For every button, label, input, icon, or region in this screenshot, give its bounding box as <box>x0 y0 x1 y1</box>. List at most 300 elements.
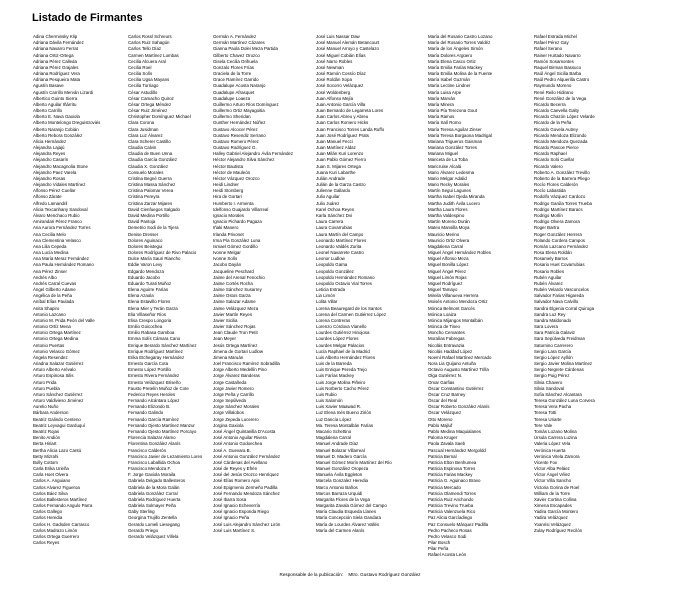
signatory-name: Raúl Pedro Alquerilla Castro <box>534 77 590 83</box>
signatory-name: Irlanda Privonet <box>213 231 244 237</box>
signatory-name: Patricia Espinosa Torres <box>428 466 476 472</box>
signatory-name: Antonio M. Prida Peón del Valle <box>33 317 95 323</box>
page-title: Listado de Firmantes <box>32 12 143 24</box>
signatory-name: Alejandro Vidales Martínez <box>33 182 86 188</box>
signatory-name: Teresa Totti <box>534 410 557 416</box>
signatory-name: Gabriela de la Mora Galán <box>128 484 180 490</box>
signatory-name: Adriana Dávila Fernández <box>33 40 84 46</box>
signatory-name: Francisco Javier de Lezamiento Lores <box>128 453 203 459</box>
signatory-name: Óscar del Real <box>428 398 458 404</box>
signatory-name: Guillermo Sheridan <box>213 114 251 120</box>
signatory-name: Adriana Ortiz-Ortega <box>33 52 74 58</box>
signatory-name: Víctor Villa Sancho <box>534 478 572 484</box>
signatory-name: Juan Carlos Romero Hicks <box>316 120 369 126</box>
signatory-name: Luis Farías Mackey <box>316 373 355 379</box>
signatory-name: María Concepción Siela Gandara <box>316 515 381 521</box>
signatory-name: Carlos Gallego <box>33 509 63 515</box>
signatory-name: Tomás Lozano Molina <box>534 429 577 434</box>
signatory-name: Beatriz Rojas <box>33 429 60 434</box>
signatory-name: Claudia de Buen Unna <box>128 151 173 157</box>
signatory-name: Luis Xavier Maawad R. <box>316 404 362 410</box>
signatory-name: Denise Dresser <box>128 231 159 237</box>
signatory-name: Adina Cherminsky Klip <box>33 34 78 39</box>
signatory-name: Marcos Barraza Urquidi <box>316 490 363 496</box>
signatory-name: Gonzalo Flores Frías <box>213 64 254 70</box>
signatory-name: Gustavo Rodríguez G. <box>213 145 257 151</box>
signatory-name: Héctor Bautista <box>213 163 244 169</box>
signatory-name: Manuel Bolazar Villarreal <box>316 447 365 453</box>
signatory-name: Pedro Velasco Sodi <box>428 533 467 539</box>
signatory-name: Nicolás Haddad López <box>428 348 473 354</box>
signatory-name: María Pía Terezona Gout <box>428 108 477 114</box>
signatory-name: Carlos A. Anguiano <box>33 478 71 484</box>
signatory-name: Juana Kuri Labarthe <box>316 169 356 175</box>
signatory-name: Leopoldo González <box>316 268 354 274</box>
signatory-name: Arturo Puebla <box>33 385 60 391</box>
signatory-name: Óscar Constantino Gutiérrez <box>428 385 484 391</box>
signatory-name: Joel Francisco Ramírez Sobradilla <box>213 361 280 367</box>
signatory-name: Elena Azaola <box>128 293 154 299</box>
signatory-name: Rafael Pérez Gay <box>534 40 569 46</box>
signatory-name: Rafael Acosta León <box>428 552 467 558</box>
signatory-name: Carmen Martínez Lombas <box>128 52 179 58</box>
signatory-name: Martha Laura Flores <box>428 206 468 212</box>
signatory-name: Rolando Cordera Campos <box>534 237 586 243</box>
signatory-name: Germán Martínez Cázares <box>213 40 265 46</box>
signatory-name: Karla Sánchez Dvi <box>316 212 353 218</box>
signatory-name: Carlos Ortega Guerrero <box>33 533 80 539</box>
signatory-name: Julián de la Garza Castro <box>316 182 366 188</box>
signatory-name: Patricia Olamendi Torres <box>428 490 476 496</box>
signatory-name: Antonio Ortega Medina <box>33 336 79 342</box>
signatory-name: Cecilia Ugsa Mayans <box>128 77 170 83</box>
signatory-name: Ricardo Pascoe Pierce <box>534 145 579 151</box>
signatory-name: Mireila Villanueva Herrera <box>428 293 479 299</box>
signatory-name: Sandra Luz Rey <box>534 311 566 317</box>
signatory-column <box>316 34 431 534</box>
signatory-name: Lourdes Melgar Palacios <box>316 342 365 348</box>
signatory-name: Ricardo Govela Autrey <box>534 126 578 132</box>
signatory-name: José Ignacio Echeverría <box>213 503 261 509</box>
signatory-name: Saturnino Carrerero <box>534 342 573 348</box>
signatory-name: Carlos Rossl Schreurs <box>128 34 172 39</box>
signatory-name: Tere Vale <box>534 422 553 428</box>
signatory-name: José Newman <box>316 64 344 70</box>
signatory-name: Luis Salomón <box>316 398 343 404</box>
signatory-name: Germán A. Fernández <box>213 34 257 39</box>
signatory-name: Julienne Gallardo <box>316 188 351 194</box>
signatory-name: Gabriela Solmayer Peña <box>128 503 176 509</box>
signatory-name: Guadalupe Loaeza <box>213 95 251 101</box>
signatory-name: Martín Moreno Durán <box>428 219 470 225</box>
signatory-name: Amirandari Pérez Franco <box>33 219 82 225</box>
signatory-name: Ernesto Velázquez Briseño <box>128 379 181 385</box>
signatory-name: Fernando Galindo <box>128 410 164 416</box>
signatory-name: María del Rosario Castro Lozano <box>428 34 493 39</box>
signatory-name: Adriana Rodríguez Vera <box>33 71 80 77</box>
signatory-name: César Astudillo <box>128 89 158 95</box>
signatory-name: José Narro Robles <box>316 58 353 64</box>
signatory-name: Juan S. Mijares Ortega <box>316 163 361 169</box>
signatory-name: María Elena Casco Ortiz <box>428 58 476 64</box>
signatory-name: Héctor de Mauleón <box>213 169 251 175</box>
signatory-name: Moisés Antonio Mendoza Ortiz <box>428 299 488 305</box>
signatory-name: Javier Martín Reyes <box>213 311 253 317</box>
signatory-name: Pedro Pacheco Rosas <box>428 527 472 533</box>
signatory-name: Magdalena Carral <box>428 243 463 249</box>
signatory-name: Elisa Crespo Longoria <box>128 317 172 323</box>
signatory-name: Carlos Tello Díaz <box>128 46 162 52</box>
signatory-name: Marcela Gonzalez Heredia <box>316 478 368 484</box>
signatory-name: Fernando Ojesto Martínez Porcayo <box>128 429 197 434</box>
signatory-name: Magdalena Carral <box>316 435 351 441</box>
signatory-name: Guadalupe Afrasquet <box>213 89 255 95</box>
signatory-name: Berta Hiriart <box>33 441 57 447</box>
signatory-name: Arturo Alberto Arévalo <box>33 367 76 373</box>
signatory-name: Rocío Labastida <box>534 188 566 194</box>
signatory-name: Enrique Berardo Sánchez Martínez <box>128 342 197 348</box>
signatory-name: Mónica Mijangos Montalbán <box>428 317 483 323</box>
signatory-name: Manuel Gómez Morín Martínez del Río <box>316 459 392 465</box>
signatory-name: Xavier Cortina Collina <box>534 496 577 502</box>
signatory-name: Florencia Salazar Alamo <box>128 435 176 441</box>
signatory-name: Luis de la Barreda <box>316 361 352 367</box>
signatory-name: Rubén Aguilar <box>534 274 562 280</box>
signatory-name: Emma Solís Cámara Cano <box>128 336 181 342</box>
signatory-name: Omar Garfias <box>428 379 455 385</box>
signatory-name: Jorge Peña y Carrillo <box>213 391 254 397</box>
signatory-name: Sandra Maldonado <box>534 317 572 323</box>
signatory-name: José Roldán Xopa <box>316 77 352 83</box>
signatory-name: Leonor Ludlow <box>316 256 345 262</box>
signatory-name: José Elías Romero Apis <box>213 478 260 484</box>
signatory-name: Ma. Teresa Montalbán Farías <box>316 422 374 428</box>
signatory-name: Carla Erika Urieña <box>33 466 69 472</box>
signatory-name: Rodrigo Olvera Zamora <box>534 219 580 225</box>
signatory-name: José Ignacio Peña <box>213 515 250 521</box>
signatory-name: Óscar Cruz Barney <box>428 391 466 397</box>
signatory-name: Jorge Javier Romero <box>213 385 254 391</box>
signatory-name: Jorgina Gaxiola <box>213 422 244 428</box>
signatory-name: Laura Martín del Campo <box>316 231 364 237</box>
signatory-name: Nicolás Entravazia <box>428 342 465 348</box>
signatory-name: María Claudia Esqueda Llanes <box>316 509 377 515</box>
signatory-name: William de la Torre <box>534 490 571 496</box>
signatory-name: Sandra Elgenia Corral Quiroga <box>534 305 595 311</box>
signatory-name: Raúl Ángel Sicilia Barba <box>534 71 582 77</box>
signatory-name: Ana Cecilia Melo <box>33 231 66 237</box>
signatory-name: Rosario Huet Covarrubias <box>534 262 585 268</box>
signatory-name: Adriana Pérez Calleda <box>33 58 77 64</box>
signatory-name: Cristina Zarzar Mijares <box>128 200 173 206</box>
footer-person: Mtro. Gustavo Rodríguez González <box>348 572 421 577</box>
signatory-name: Luis Norberto Cacho Pérez <box>316 385 369 391</box>
signatory-name: Bárbara Anderson <box>33 410 69 416</box>
signatory-name: Raquel Birman Bassuco <box>534 64 582 70</box>
signatory-name: Carlos Reyes <box>33 540 60 546</box>
signatory-name: José Cárdenas del Avellano <box>213 459 268 465</box>
signatory-name: Claudia García González <box>128 157 178 163</box>
signatory-name: Óscar Roberto González Alanís <box>428 404 490 410</box>
signatory-name: Arturo Espinosa Silis <box>33 373 74 379</box>
signatory-name: Martha Judith Ávila Lucero <box>428 200 480 206</box>
signatory-name: Mateo Mansilla Moya <box>428 225 470 231</box>
signatory-name: Consuelo Morales <box>128 169 164 175</box>
signatory-name: Sergio Lara García <box>534 348 572 354</box>
signatory-name: Gerardo Priego <box>128 527 159 533</box>
signatory-name: Ángel Gilberto Adame <box>33 287 76 293</box>
signatory-name: Ana Paula Hernández Romano <box>33 262 94 268</box>
signatory-name: María del Carmen Alanís <box>316 527 365 533</box>
signatory-name: Ana Clementina Velasco <box>33 237 81 243</box>
signatory-name: Guillermo Ortiz Mayagoitia <box>213 108 265 114</box>
signatory-name: Martín Segui Lagunes <box>428 188 471 194</box>
signatory-name: Jaime Salazar Adame <box>213 299 256 305</box>
signatory-name: Andrés Albo <box>33 274 57 280</box>
signatory-name: Beatriz Galindo Centeno <box>33 416 81 422</box>
signatory-name: Rosario Robles <box>534 268 565 274</box>
signatory-name: Emilio Rabasa Gamboa <box>128 330 175 336</box>
signatory-name: Rubén Velardo Vasconcelos <box>534 287 589 293</box>
signatory-name: Patricia Bernal <box>428 453 457 459</box>
signatory-name: Emilio Goicochea <box>128 324 163 330</box>
signatory-name: Miguel Tamayo <box>428 287 458 293</box>
signatory-name: Yoanrisi Velázquez <box>534 521 571 527</box>
signatory-name: Jesús Ortega Martínez <box>213 342 258 348</box>
signatory-name: Juan Antonio García Villa <box>316 101 366 107</box>
signatory-name: José Ramón Cossío Díaz <box>316 71 366 77</box>
signatory-name: Gustavo Romero Pérez <box>213 138 259 144</box>
signatory-name: Javier Sánchez Rojas <box>213 324 256 330</box>
signatory-name: Adriana Navarro Ferrat <box>33 46 78 52</box>
signatory-name: Miguel Limón Rojas <box>428 274 467 280</box>
signatory-name: Rainer Hurtado Navarro <box>534 52 581 58</box>
signatory-name: Jorge Sepúlveda <box>213 398 246 404</box>
signatory-name: Alejandro Rosas <box>33 175 66 181</box>
signatory-name: Teresa Uriarte <box>534 416 562 422</box>
signatory-name: Alicia Hernández <box>33 138 67 144</box>
signatory-name: Rafael Serano <box>534 46 563 52</box>
signatory-name: Úrsula Carrera Luzina <box>534 435 577 441</box>
signatory-name: María de Lourdes Álvarez Vallés <box>316 521 380 527</box>
signatory-name: María Isabel Guzmán <box>428 77 470 83</box>
footer <box>0 572 700 577</box>
signatory-name: Jimena de Gortari Ludlow <box>213 348 264 354</box>
signatory-name: Leopoldo Gama <box>316 262 348 268</box>
signatory-column <box>213 34 328 534</box>
signatory-name: María Teresa Aguilar Zinser <box>428 126 482 132</box>
signatory-name: Paz Consuelo Márquez Padilla <box>428 521 489 527</box>
signatory-name: Hira de Gortari <box>213 194 242 200</box>
signatory-name: Teresa González Luna Corvera <box>534 398 595 404</box>
signatory-name: Arturo Valdivieso Jiménez <box>33 398 84 404</box>
signatory-name: Salvador Nava Calvillo <box>534 299 579 305</box>
signatory-name: Dolores Aguinaco <box>128 237 163 243</box>
signatory-name: Miguel Ángel Pérez <box>428 268 467 274</box>
signatory-name: Mauricio Merino <box>428 231 460 237</box>
signatory-name: Pablo Medina Maquialanes <box>428 429 481 434</box>
signatory-name: Heidi Storsberg <box>213 188 244 194</box>
signatory-name: Ricardo Mendoza Elizondo <box>534 132 587 138</box>
signatory-name: María del Rosario Torres Valdéz <box>428 40 491 46</box>
signatory-name: Otto Moreno <box>428 416 453 422</box>
signatory-name: Bertha Alicia Lazo Cantú <box>33 447 82 453</box>
signatory-name: Mariana González Torres <box>428 145 477 151</box>
signatory-name: Halley Gabriel Alejandro Ávila Fernández <box>213 151 294 157</box>
signatory-name: Adriana Pesqueira Mata <box>33 77 81 83</box>
signatory-name: María Emilia Farías Mackey <box>428 64 483 70</box>
signatory-name: Alejandra Reyes <box>33 151 66 157</box>
signatory-name: Mariana Trigueros Gaisman <box>428 138 483 144</box>
signatory-name: Claudia X. González <box>128 163 169 169</box>
signatory-name: Jorge Alberto Medellín Pino <box>213 367 267 373</box>
signatory-name: Agustín Carrillo Merván Lizardi <box>33 89 94 95</box>
signatory-name: Antonio Ortíz Mena <box>33 324 71 330</box>
signatory-name: Valeria López Vela <box>534 441 571 447</box>
signatory-name: José Antonio Aguilar Rivera <box>213 435 267 441</box>
signatory-name: Pascual Hernández Mergoldd <box>428 447 486 453</box>
signatory-name: Zulay Rodríguez Recilón <box>534 527 583 533</box>
signatories-list <box>33 34 693 569</box>
signatory-name: René González de la Vega <box>534 95 587 101</box>
signatory-name: Ana Lilia Cepeda <box>33 243 67 249</box>
signatory-name: Elena Mier y Terán Garza <box>128 305 178 311</box>
signatory-name: Fernando Alcántara López <box>128 398 180 404</box>
signatory-name: Rodolfo Vázquez Cardozo <box>534 194 586 200</box>
signatory-name: Pilar Bosch <box>428 540 451 546</box>
signatory-name: Julio Juárez <box>316 200 340 206</box>
signatory-name: Pilar Peña <box>428 546 449 552</box>
signatory-name: Juan Manuel Fecci <box>316 138 353 144</box>
signatory-name: Clara Corona <box>128 120 155 126</box>
signatory-name: Óscar Velázquez <box>428 410 462 416</box>
signatory-name: Rubén Álvarez <box>534 280 563 286</box>
signatory-name: Mauricio Ortiz Olvera <box>428 237 470 243</box>
signatory-name: Gisela Cecilia Orihuela <box>213 58 258 64</box>
signatory-name: Alejandra Lajajú <box>33 145 65 151</box>
signatory-name: Gianna Paola Dolei Meza Partida <box>213 46 278 52</box>
signatory-name: María Dolores Argüero <box>428 52 473 58</box>
signatory-name: Víctor Alba Peláez <box>534 466 570 472</box>
signatory-name: Antonio Velasco Gómez <box>33 348 80 354</box>
signatory-name: Alejandro Casarín <box>33 157 69 163</box>
signatory-name: Yadira Velázquez <box>534 515 568 521</box>
signatory-name: Sergio Javier Molina Martínez <box>534 361 593 367</box>
signatory-name: Claudia Calvin <box>128 145 157 151</box>
signatory-name: José Luis Alejandro Sánchez Lirón <box>213 521 281 527</box>
signatory-name: Héctor Vázquez Orozco <box>213 175 260 181</box>
signatory-name: David Medina Portillo <box>128 212 170 218</box>
signatory-name: Javier Sicilia <box>213 317 238 323</box>
signatory-name: Ángela Resendez <box>33 354 68 360</box>
signatory-name: Betty Mizrahi <box>33 453 59 459</box>
signatory-name: Mario Recky Morales <box>428 182 470 188</box>
signatory-name: Mónica Belmont Garcés <box>428 305 475 311</box>
signatory-name: Lorenzo Córdova Vianello <box>316 324 367 330</box>
signatory-name: Patricia Valenzuela Rico <box>428 509 476 515</box>
signatory-name: María Minera <box>428 101 454 107</box>
signatory-name: Cristina Palomar Verea <box>128 188 174 194</box>
signatory-name: Paz Alicia Garcíadiego <box>428 515 473 521</box>
signatory-name: Héctor Alejandro Silva Sánchez <box>213 157 275 163</box>
signatory-name: Mariana Miguel <box>428 151 459 157</box>
signatory-name: José Antonio Godoechea <box>213 441 263 447</box>
signatory-name: Cecilia Alcuera Aral <box>128 58 166 64</box>
signatory-name: Antonio Puertas <box>33 342 65 348</box>
signatory-name: Lia Limón <box>316 293 336 299</box>
signatory-name: Jorge Castañeda <box>213 379 247 385</box>
signatory-name: Alicia Texcanhany Sandoval <box>33 206 88 212</box>
signatory-name: Luis Enrique Pereda Trejo <box>316 367 367 373</box>
signatory-name: Rodrigo Garúla Torres Trueba <box>534 200 593 206</box>
signatory-name: Adriana Pérez Grajales <box>33 64 79 70</box>
signatory-name: Paola Zavala Saeb <box>428 441 466 447</box>
signatory-name: Moncho Cervantes <box>428 330 465 336</box>
signatory-name: Gilberto Chavez Orozco <box>213 52 260 58</box>
signatory-name: José Manuel Arroyo y Castelazo <box>316 46 379 52</box>
signatory-name: Leopoldo Hernández Romano <box>316 274 375 280</box>
signatory-name: Florentina González Alanís <box>128 441 181 447</box>
signatory-name: Ricardo Caevella Galty <box>534 108 579 114</box>
signatory-name: Leonel Navarrete Castro <box>316 250 364 256</box>
signatory-name: Aníbal Elías Paulada <box>33 299 74 305</box>
signatory-name: Agustín Basave <box>33 83 64 89</box>
signatory-name: Carlos Ballesteros Martínez <box>33 496 87 502</box>
signatory-name: Laura Carrera <box>316 219 344 225</box>
signatory-name: Luz Dancía López <box>316 416 352 422</box>
signatory-name: Jorge Villalobos <box>213 410 244 416</box>
signatory-name: Rodrigo Morlín <box>534 212 563 218</box>
signatory-name: Gabriela Rodríguez Huerta <box>128 496 181 502</box>
signatory-name: Federico Reyes Heroles <box>128 391 176 397</box>
signatory-name: Patricia Ruiz Anchondo <box>428 496 474 502</box>
signatory-name: Gerardo Velázquez Villela <box>128 533 179 539</box>
signatory-name: Lourdes López Flores <box>316 336 359 342</box>
signatory-name: Leonardo Martínez Flores <box>316 237 367 243</box>
signatory-name: Leonardo Valdés Zurita <box>316 243 362 249</box>
signatory-name: Alberto Rebora González <box>33 132 83 138</box>
signatory-name: Karel Ochoa Reyes <box>316 206 355 212</box>
signatory-name: Sergio Puig Pérez <box>534 373 570 379</box>
signatory-name: Francisco Calderón <box>128 447 167 453</box>
signatory-column <box>534 34 649 534</box>
signatory-name: Fernando Elizondo B. <box>128 404 171 410</box>
signatory-name: Jaime Velázquez Meza <box>213 305 259 311</box>
signatory-name: Mario Melgar Adalid <box>428 175 467 181</box>
signatory-name: Olga Gutiérrez N. <box>428 373 463 379</box>
signatory-name: Gustavo Resendiz Serrano <box>213 132 266 138</box>
signatory-name: María Lectine Lindner <box>428 83 471 89</box>
signatory-name: Alfonso Pérez Cuellar <box>33 188 76 194</box>
signatory-name: Grace Ramírez Garrido <box>213 77 259 83</box>
signatory-name: Ismael Gómez Gordillo <box>213 243 258 249</box>
signatory-name: Alberto Carrillo <box>33 108 63 114</box>
signatory-name: Miguel Alfonso Meza <box>428 256 469 262</box>
signatory-name: Salvador Farias Higareda <box>534 293 584 299</box>
signatory-name: Ariadna Salazar Gutiérrez <box>33 361 84 367</box>
signatory-column <box>428 34 543 559</box>
signatory-name: Juan Carlos Abreu y Abreu <box>316 114 369 120</box>
signatory-name: Aurelio Nuño <box>33 404 59 410</box>
signatory-name: Alejandro Macagnolia Stone <box>33 163 88 169</box>
signatory-name: Jean Meyer <box>213 336 236 342</box>
signatory-name: Francisco Mendoza F. <box>128 466 171 472</box>
signatory-name: Jimena Maruán <box>213 354 244 360</box>
signatory-name: Jacobo Dayán <box>213 262 242 268</box>
signatory-name: Juan Milán Kuri Lorenzo <box>316 151 364 157</box>
signatory-name: Manuela Ávila Eggleton <box>316 472 363 478</box>
signatory-name: Carlos Madrazo Limón <box>33 527 78 533</box>
